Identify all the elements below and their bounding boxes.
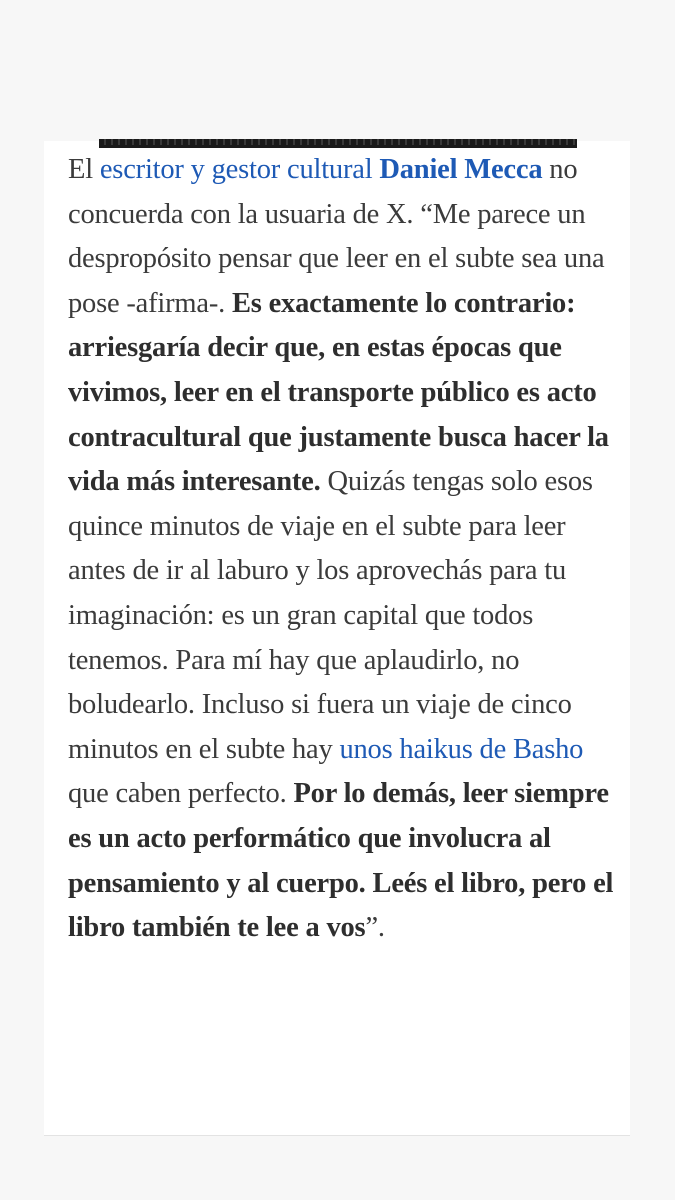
divider bbox=[44, 1135, 630, 1136]
bold-quote: Por lo demás, leer siempre es un acto performático que involucra al pensamiento y al cuerpo. Leés el libro, pero el libro también te lee a vos bbox=[68, 778, 614, 944]
article-paragraph bbox=[68, 148, 624, 951]
author-name-link[interactable]: Daniel Mecca bbox=[379, 154, 543, 185]
cropped-photo-edge bbox=[99, 139, 577, 148]
text-segment: ”. bbox=[365, 912, 385, 944]
writer-link[interactable]: escritor y gestor cultural bbox=[99, 154, 373, 185]
bold-quote: Es exactamente lo contrario: arriesgaría decir que, en estas épocas que vivimos, leer en el transporte público es acto contracultural que justamente busca hacer la vida más interesante. bbox=[68, 287, 609, 498]
text-segment: no concuerda con la usuaria de X. “Me parece un despropósito pensar que leer en el subte sea una pose -afirma-. bbox=[68, 154, 605, 319]
text-segment: que caben perfecto. bbox=[68, 778, 294, 810]
text-segment: El bbox=[68, 154, 100, 185]
haikus-link[interactable]: unos haikus de Basho bbox=[339, 733, 584, 765]
text-segment: Quizás tengas solo esos quince minutos de viaje en el subte para leer antes de ir al laburo y los aprovechás para tu imaginación: es un gran capital que todos tenemos. Para mí hay que aplaudirlo, no boludearlo. Incluso si fuera un viaje de cinco minutos en el subte hay bbox=[68, 466, 593, 765]
